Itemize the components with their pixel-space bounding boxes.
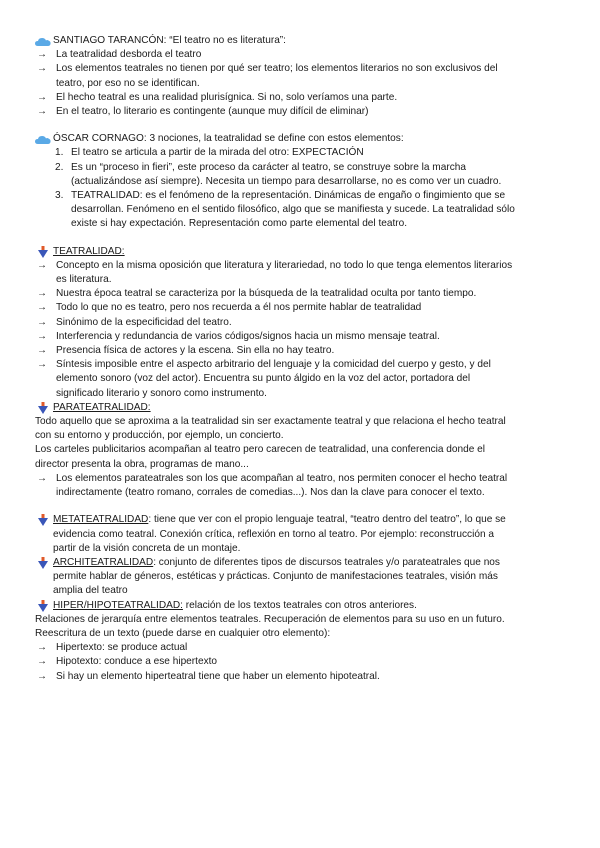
- section-metateatralidad-heading: [35, 513, 564, 527]
- list-cornago: [35, 146, 564, 231]
- list-parateatralidad: [35, 472, 564, 500]
- item-number: 2.: [55, 161, 64, 173]
- list-item: [35, 301, 564, 315]
- list-item-text: Hipotexto: conduce a ese hipertexto: [56, 656, 218, 668]
- list-item-continuation: [35, 372, 564, 386]
- list-item: [35, 358, 564, 372]
- numbered-item: [35, 189, 564, 203]
- arrow-icon: →: [37, 656, 47, 668]
- numbered-item-continuation: [35, 175, 564, 189]
- paragraph-line: con su entorno y producción, por ejemplo, un concierto.: [35, 430, 284, 442]
- section-text-line: partir de la visión concreta de un montaje.: [53, 542, 241, 554]
- list-item-text: Síntesis imposible entre el aspecto arbitrario del lenguaje y la comicidad del cuerpo y gesto, y del: [56, 359, 491, 371]
- arrow-icon: →: [37, 345, 47, 357]
- list-teatralidad: [35, 259, 564, 401]
- list-item-text: La teatralidad desborda el teatro: [56, 49, 202, 61]
- arrow-icon: →: [37, 91, 47, 103]
- section-parateatralidad-heading: [35, 401, 564, 415]
- section-title: METATEATRALIDAD: [53, 514, 149, 526]
- list-item-text: Sinónimo de la especificidad del teatro.: [56, 316, 232, 328]
- section-hiper-hipoteatralidad-heading: [35, 599, 564, 613]
- section-text: relación de los textos teatrales con otros anteriores.: [182, 599, 417, 611]
- arrow-icon: →: [37, 302, 47, 314]
- list-item: [35, 316, 564, 330]
- list-item: [35, 259, 564, 273]
- section-title: TEATRALIDAD:: [53, 245, 125, 257]
- list-item: [35, 670, 564, 684]
- list-item-text: es literatura.: [56, 274, 112, 286]
- section-text: : tiene que ver con el propio lenguaje teatral, “teatro dentro del teatro”, lo que se: [148, 514, 506, 526]
- paragraph-line: Relaciones de jerarquía entre elementos teatrales. Recuperación de elementos para su uso en un futuro.: [35, 613, 505, 625]
- list-item: [35, 105, 564, 119]
- numbered-item-continuation: [35, 217, 564, 231]
- list-item-text: Interferencia y redundancia de varios códigos/signos hacia un mismo mensaje teatral.: [56, 330, 440, 342]
- section-title: ARCHITEATRALIDAD: [53, 556, 154, 568]
- section-text-line: amplia del teatro: [53, 585, 128, 597]
- list-item: [35, 472, 564, 486]
- section-architeatralidad-heading: [35, 556, 564, 570]
- arrow-icon: →: [37, 642, 47, 654]
- list-hiper-hipo: [35, 641, 564, 684]
- section-tarancon-heading: [35, 34, 564, 48]
- numbered-item-continuation: [35, 203, 564, 217]
- list-item-continuation: [35, 387, 564, 401]
- numbered-item-text: (actualizándose así siempre). Necesita un tiempo para desarrollarse, no es como ver un cuadro.: [71, 175, 502, 187]
- pin-icon: [38, 402, 48, 414]
- numbered-item-text: Es un “proceso in fieri”, este proceso da carácter al teatro, se construye sobre la marcha: [71, 161, 466, 173]
- paragraph-line: director presenta la obra, programas de mano...: [35, 458, 249, 470]
- section-text-line: permite hablar de géneros, estéticas y prácticas. Conjunto de manifestaciones teatrales, visión más: [53, 571, 498, 583]
- numbered-item-text: desarrollan. Fenómeno en el sentido filosófico, algo que se manifiesta y sucede. La teatralidad sólo: [71, 204, 515, 216]
- arrow-icon: →: [37, 106, 47, 118]
- cloud-icon: [35, 135, 51, 144]
- list-item: [35, 655, 564, 669]
- arrow-icon: →: [37, 472, 47, 484]
- list-item-text: Concepto en la misma oposición que literatura y literariedad, no todo lo que tenga elementos literarios: [56, 259, 513, 271]
- arrow-icon: →: [37, 330, 47, 342]
- numbered-item-text: TEATRALIDAD: es el fenómeno de la representación. Dinámicas de engaño o fingimiento que se: [71, 190, 506, 202]
- section-cornago-heading: [35, 132, 564, 146]
- item-number: 1.: [55, 147, 64, 159]
- list-item-text: Si hay un elemento hiperteatral tiene que haber un elemento hipoteatral.: [56, 670, 380, 682]
- pin-icon: [38, 246, 48, 258]
- section-title: SANTIAGO TARANCÓN: “El teatro no es literatura”:: [53, 35, 286, 46]
- pin-icon: [38, 514, 48, 526]
- numbered-item: [35, 161, 564, 175]
- section-title: HIPER/HIPOTEATRALIDAD:: [53, 599, 183, 611]
- list-item-continuation: [35, 77, 564, 91]
- section-teatralidad-heading: [35, 245, 564, 259]
- arrow-icon: →: [37, 63, 47, 75]
- section-text: : conjunto de diferentes tipos de discursos teatrales y/o parateatrales que nos: [153, 556, 500, 568]
- list-item-text: Todo lo que no es teatro, pero nos recuerda a él nos permite hablar de teatralidad: [56, 302, 422, 314]
- list-item: [35, 48, 564, 62]
- list-item-text: significado literario y sonoro como instrumento.: [56, 387, 267, 399]
- arrow-icon: →: [37, 259, 47, 271]
- pin-icon: [38, 600, 48, 612]
- list-item-text: teatro, por eso no se identifican.: [56, 77, 200, 89]
- list-item: [35, 641, 564, 655]
- numbered-item-text: existe si hay expectación. Representación como parte elemental del teatro.: [71, 218, 408, 230]
- list-item-text: Hipertexto: se produce actual: [56, 642, 188, 654]
- list-item-text: elemento sonoro (voz del actor). Encuentra su punto álgido en la voz del actor, portadora del: [56, 373, 471, 385]
- list-item: [35, 287, 564, 301]
- list-item-text: Presencia física de actores y la escena. Sin ella no hay teatro.: [56, 345, 335, 357]
- list-item: [35, 330, 564, 344]
- list-item: [35, 62, 564, 76]
- arrow-icon: →: [37, 49, 47, 61]
- list-item-text: El hecho teatral es una realidad plurisígnica. Si no, solo veríamos una parte.: [56, 91, 398, 103]
- paragraph-line: Todo aquello que se aproxima a la teatralidad sin ser exactamente teatral y que relaciona el hecho teatral: [35, 416, 506, 428]
- arrow-icon: →: [37, 359, 47, 371]
- arrow-icon: →: [37, 288, 47, 300]
- list-tarancon: [35, 48, 564, 119]
- numbered-item-text: El teatro se articula a partir de la mirada del otro: EXPECTACIÓN: [71, 147, 364, 159]
- numbered-item: [35, 146, 564, 160]
- section-title: PARATEATRALIDAD:: [53, 401, 151, 413]
- list-item-text: Los elementos parateatrales son los que acompañan al teatro, nos permiten conocer el hecho teatral: [56, 472, 508, 484]
- list-item-text: Nuestra época teatral se caracteriza por la búsqueda de la teatralidad oculta por tanto tiempo.: [56, 288, 477, 300]
- arrow-icon: →: [37, 670, 47, 682]
- list-item-text: Los elementos teatrales no tienen por qué ser teatro; los elementos literarios no son exclusivos del: [56, 63, 498, 75]
- paragraph-line: Los carteles publicitarios acompañan al teatro pero carecen de teatralidad, una conferencia donde el: [35, 444, 486, 456]
- list-item-continuation: [35, 486, 564, 500]
- section-text-line: evidencia como teatral. Conexión crítica, reflexión en torno al teatro. Por ejemplo: reconstrucción a: [53, 528, 494, 540]
- list-item: [35, 344, 564, 358]
- list-item-continuation: [35, 273, 564, 287]
- arrow-icon: →: [37, 316, 47, 328]
- list-item-text: indirectamente (teatro romano, corrales de comedias...). Nos dan la clave para conocer el texto.: [56, 487, 485, 499]
- item-number: 3.: [55, 190, 64, 202]
- list-item: [35, 91, 564, 105]
- pin-icon: [38, 557, 48, 569]
- list-item-text: En el teatro, lo literario es contingente (aunque muy difícil de eliminar): [56, 106, 369, 118]
- cloud-icon: [35, 37, 51, 46]
- paragraph-line: Reescritura de un texto (puede darse en cualquier otro elemento):: [35, 627, 331, 639]
- section-title: ÓSCAR CORNAGO: 3 nociones, la teatralidad se define con estos elementos:: [53, 133, 404, 145]
